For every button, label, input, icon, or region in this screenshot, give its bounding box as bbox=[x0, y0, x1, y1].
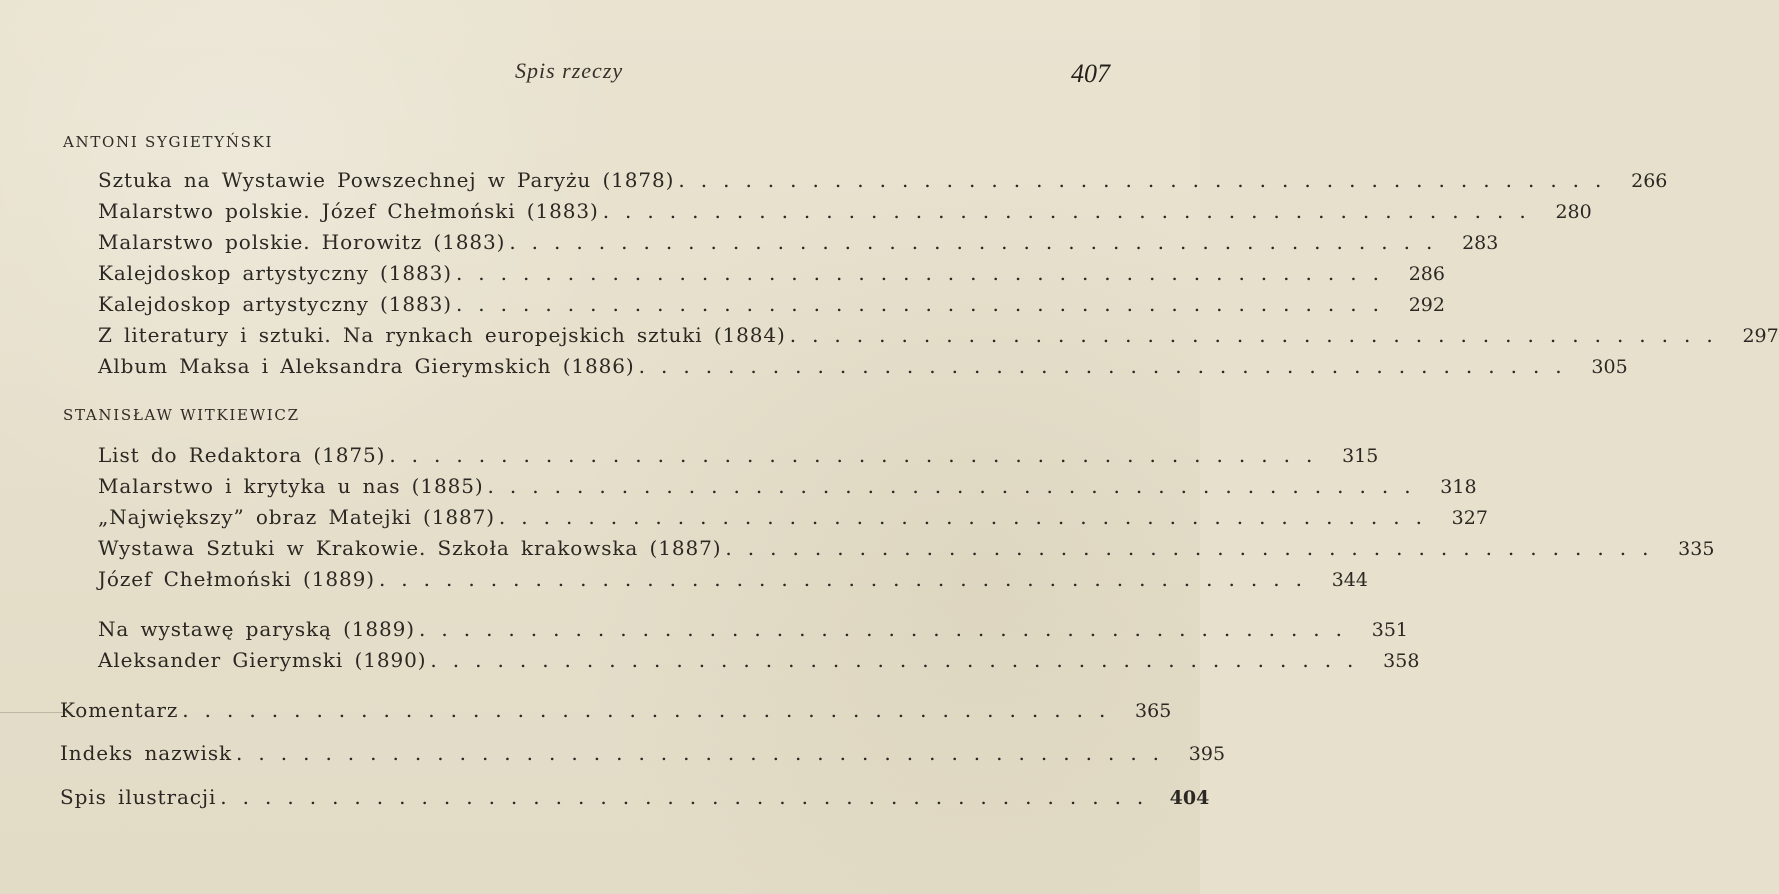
entry-title: Malarstwo polskie. Horowitz (1883) bbox=[98, 230, 506, 254]
dot-leader: .......................................... bbox=[725, 536, 1665, 560]
entry-title: Malarstwo i krytyka u nas (1885) bbox=[98, 474, 484, 498]
entry-title: Józef Chełmoński (1889) bbox=[98, 567, 375, 591]
entry-page: 318 bbox=[1440, 476, 1477, 498]
entry-title: Aleksander Gierymski (1890) bbox=[98, 648, 427, 672]
dot-leader: .......................................... bbox=[430, 648, 1370, 672]
entry-page: 286 bbox=[1408, 263, 1445, 285]
dot-leader: .......................................... bbox=[455, 292, 1395, 316]
entry-page: 305 bbox=[1591, 356, 1628, 378]
entry-title: Spis ilustracji bbox=[60, 785, 217, 809]
toc-entry bbox=[98, 567, 1368, 597]
toc-entry-komentarz bbox=[60, 698, 1172, 728]
entry-page: 297 bbox=[1742, 325, 1779, 347]
dot-leader: .......................................... bbox=[236, 741, 1176, 765]
entry-title: Malarstwo polskie. Józef Chełmoński (1883) bbox=[98, 199, 599, 223]
dot-leader: .......................................... bbox=[789, 323, 1729, 347]
toc-entry bbox=[98, 617, 1409, 647]
toc-entry bbox=[98, 505, 1488, 535]
dot-leader: .......................................... bbox=[220, 785, 1160, 809]
entry-page: 335 bbox=[1678, 538, 1715, 560]
entry-title: Kalejdoskop artystyczny (1883) bbox=[98, 292, 452, 316]
entry-title: Kalejdoskop artystyczny (1883) bbox=[98, 261, 452, 285]
entry-title: Album Maksa i Aleksandra Gierymskich (1886) bbox=[98, 354, 635, 378]
toc-entry-spis-ilustracji bbox=[60, 785, 1210, 815]
entry-title: Komentarz bbox=[60, 698, 179, 722]
toc-entry-indeks bbox=[60, 741, 1226, 771]
toc-entry bbox=[98, 443, 1379, 473]
page-number: 407 bbox=[1071, 59, 1110, 88]
entry-page: 315 bbox=[1342, 445, 1379, 467]
entry-title: List do Redaktora (1875) bbox=[98, 443, 386, 467]
entry-title: Wystawa Sztuki w Krakowie. Szkoła krakowska (1887) bbox=[98, 536, 722, 560]
entry-title: Na wystawę paryską (1889) bbox=[98, 617, 415, 641]
entry-page: 404 bbox=[1169, 787, 1210, 809]
toc-entry bbox=[98, 354, 1628, 384]
entry-title: Indeks nazwisk bbox=[60, 741, 233, 765]
toc-entry bbox=[98, 648, 1420, 678]
entry-page: 358 bbox=[1383, 650, 1420, 672]
entry-page: 344 bbox=[1331, 569, 1368, 591]
toc-entry bbox=[98, 199, 1592, 229]
toc-entry bbox=[98, 536, 1715, 566]
dot-leader: .......................................... bbox=[498, 505, 1438, 529]
toc-entry bbox=[98, 230, 1499, 260]
entry-page: 395 bbox=[1188, 743, 1226, 765]
entry-title: „Największy” obraz Matejki (1887) bbox=[98, 505, 495, 529]
entry-page: 266 bbox=[1631, 170, 1668, 192]
dot-leader: .......................................... bbox=[455, 261, 1395, 285]
entry-page: 327 bbox=[1451, 507, 1488, 529]
entry-page: 351 bbox=[1371, 619, 1409, 641]
toc-entry bbox=[98, 168, 1668, 198]
dot-leader: .......................................... bbox=[638, 354, 1578, 378]
dot-leader: .......................................... bbox=[678, 168, 1618, 192]
entry-page: 280 bbox=[1555, 201, 1592, 223]
dot-leader: .......................................... bbox=[602, 199, 1542, 223]
entry-page: 283 bbox=[1462, 232, 1499, 254]
entry-page: 292 bbox=[1408, 294, 1445, 316]
dot-leader: .......................................... bbox=[509, 230, 1449, 254]
toc-entry bbox=[98, 261, 1445, 291]
toc-entry bbox=[98, 292, 1445, 322]
dot-leader: .......................................... bbox=[487, 474, 1427, 498]
dot-leader: .......................................... bbox=[182, 698, 1122, 722]
toc-entry bbox=[98, 323, 1779, 353]
toc-entry bbox=[98, 474, 1477, 504]
dot-leader: .......................................... bbox=[389, 443, 1329, 467]
running-title: Spis rzeczy bbox=[515, 58, 624, 83]
dot-leader: .......................................... bbox=[419, 617, 1359, 641]
entry-title: Sztuka na Wystawie Powszechnej w Paryżu (1878) bbox=[98, 168, 675, 192]
entry-page: 365 bbox=[1135, 700, 1172, 722]
section-heading-sygietynski: ANTONI SYGIETYŃSKI bbox=[63, 133, 274, 151]
entry-title: Z literatury i sztuki. Na rynkach europejskich sztuki (1884) bbox=[98, 323, 786, 347]
dot-leader: .......................................... bbox=[378, 567, 1318, 591]
section-heading-witkiewicz: STANISŁAW WITKIEWICZ bbox=[63, 406, 300, 424]
